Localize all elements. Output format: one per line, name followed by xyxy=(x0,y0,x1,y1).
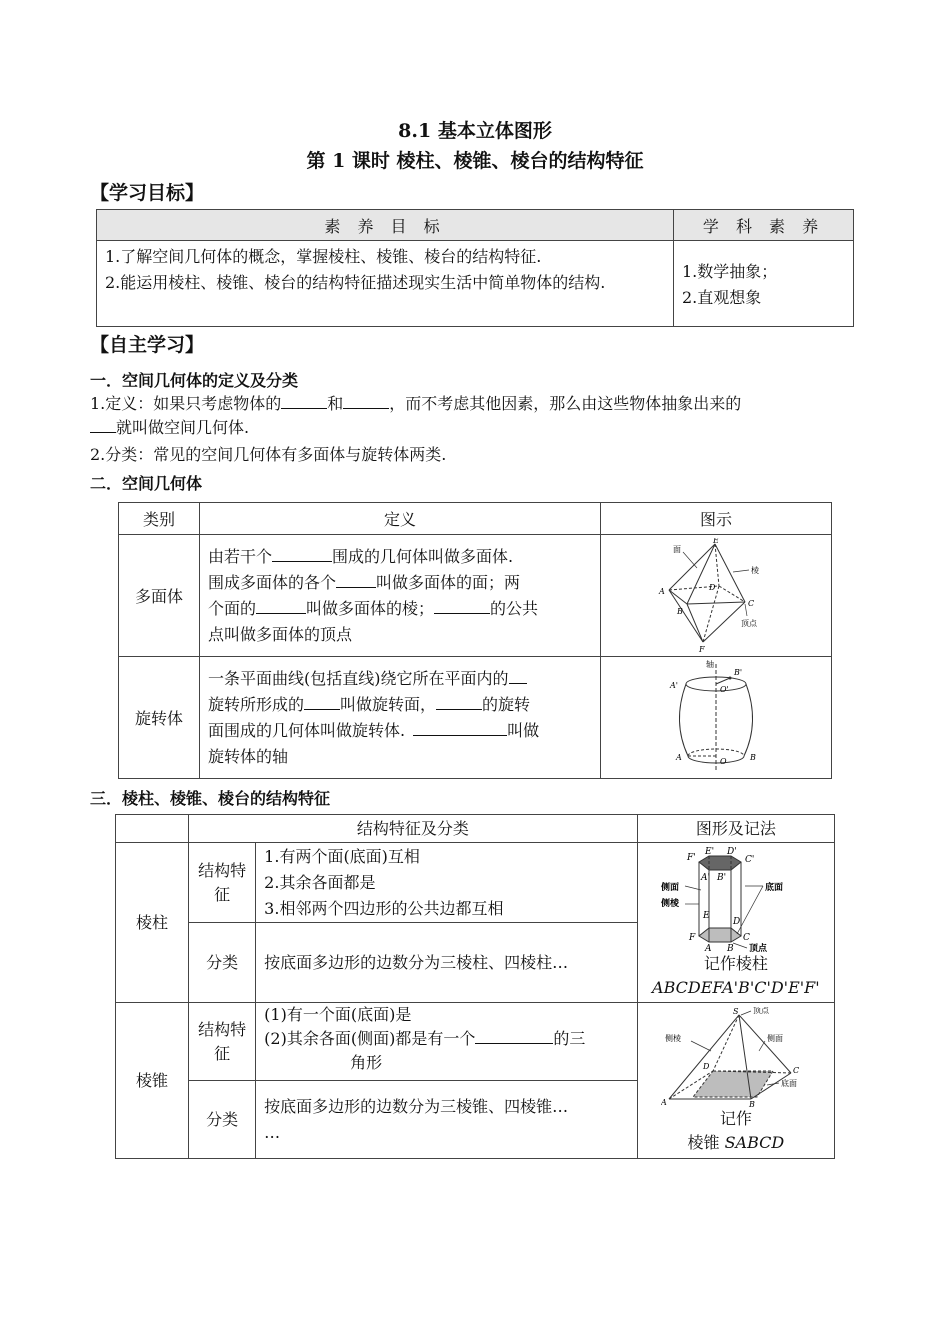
page-title: 8.1 基本立体图形 xyxy=(398,120,552,142)
blank[interactable] xyxy=(272,545,332,562)
header-definition: 定义 xyxy=(200,503,601,535)
octahedron-figure xyxy=(651,538,781,654)
self-study-heading: 【自主学习】 xyxy=(90,334,205,356)
label-base: 底面 xyxy=(764,882,783,893)
label-vertex: 顶点 xyxy=(752,1006,769,1015)
barrel-figure xyxy=(666,660,766,776)
polyhedron-definition: 由若干个 围成的几何体叫做多面体. 围成多面体的各个 叫做多面体的面；两 个面的 叫做多面体的棱； 的公共 点叫做多面体的顶点 xyxy=(200,535,601,657)
goals-col1-header: 素 养 目 标 xyxy=(97,210,674,241)
hexagonal-prism-figure xyxy=(661,846,811,952)
label-A: A xyxy=(659,586,665,596)
label-Fp: F' xyxy=(686,852,696,863)
label-Ap: A' xyxy=(670,680,678,690)
prism-label: 棱柱 xyxy=(116,843,189,1003)
label-C: C xyxy=(792,1065,799,1075)
header-blank xyxy=(116,815,189,843)
label-Ap: A' xyxy=(700,872,710,883)
pyramid-feature-label: 结构特征 xyxy=(189,1003,256,1081)
label-vertex: 顶点 xyxy=(748,943,767,952)
prism-class-label: 分类 xyxy=(189,923,256,1003)
label-axis: 轴 xyxy=(706,659,714,669)
label-D: D xyxy=(702,1061,710,1071)
label-S: S xyxy=(732,1006,739,1016)
geometry-table xyxy=(118,502,832,779)
polyhedron-figure-cell xyxy=(601,535,832,657)
label-B: B xyxy=(750,752,756,762)
label-Dp: D' xyxy=(726,846,737,857)
goals-literacy xyxy=(674,241,854,327)
solid-of-revolution-definition: 一条平面曲线(包括直线)绕它所在平面内的 旋转所形成的 叫做旋转面， 的旋转 面围成的几何体叫做旋转体. 叫做 旋转体的轴 xyxy=(200,657,601,779)
label-E: E xyxy=(713,537,719,545)
polyhedron-label: 多面体 xyxy=(119,535,200,657)
point-Bp xyxy=(729,676,732,679)
label-A: A xyxy=(704,943,712,952)
label-edge: 棱 xyxy=(751,565,759,575)
label-side-edge: 侧棱 xyxy=(660,898,679,909)
goal-item: 1.了解空间几何体的概念，掌握棱柱、棱锥、棱台的结构特征. xyxy=(105,247,542,266)
pyramid-figure xyxy=(661,1007,811,1107)
label-F: F xyxy=(688,932,696,943)
pyramid-label: 棱锥 xyxy=(116,1003,189,1159)
prism-caption: 记作棱柱 xyxy=(703,953,768,973)
label-Cp: C' xyxy=(744,854,755,865)
goal-item: 2.能运用棱柱、棱锥、棱台的结构特征描述现实生活中简单物体的结构. xyxy=(105,273,606,292)
pyramid-classification: 按底面多边形的边数分为三棱锥、四棱锥… … xyxy=(256,1081,638,1159)
classification-line: 2.分类：常见的空间几何体有多面体与旋转体两类. xyxy=(90,445,447,464)
label-face: 面 xyxy=(673,544,681,554)
revolution-figure-cell xyxy=(601,657,832,779)
prism-figure-cell xyxy=(637,843,834,1003)
label-C: C xyxy=(748,598,755,608)
label-side-edge: 侧棱 xyxy=(664,1033,681,1043)
label-B: B xyxy=(726,943,734,952)
blank[interactable] xyxy=(509,667,527,684)
prism-base xyxy=(699,928,741,942)
label-A: A xyxy=(676,752,682,762)
section1-heading: 一．空间几何体的定义及分类 xyxy=(90,371,299,390)
goals-col2-header: 学 科 素 养 xyxy=(674,210,854,241)
blank[interactable] xyxy=(343,392,389,409)
prism-feature-label: 结构特征 xyxy=(189,843,256,923)
literacy-item: 2.直观想象 xyxy=(682,288,762,307)
section2-heading: 二．空间几何体 xyxy=(90,474,203,493)
label-Bp: B' xyxy=(716,872,726,883)
blank[interactable] xyxy=(281,392,327,409)
blank[interactable] xyxy=(336,571,376,588)
pyramid-notation: 棱锥 SABCD xyxy=(687,1132,785,1152)
section3-heading: 三．棱柱、棱锥、棱台的结构特征 xyxy=(90,789,331,808)
label-Ep: E' xyxy=(704,846,714,857)
label-B: B xyxy=(748,1099,755,1107)
definition-paragraph: 1.定义：如果只考虑物体的 和 ，而不考虑其他因素，那么由这些物体抽象出来的 就叫做空间几何体. xyxy=(90,394,742,437)
prism-notation: ABCDEFA'B'C'D'E'F' xyxy=(652,977,820,997)
pyramid-figure-cell xyxy=(637,1003,834,1159)
blank[interactable] xyxy=(434,597,490,614)
header-figure-notation: 图形及记法 xyxy=(637,815,834,843)
label-C: C xyxy=(742,932,750,943)
header-figure: 图示 xyxy=(601,503,832,535)
label-vertex: 顶点 xyxy=(741,618,757,628)
label-B: B xyxy=(677,606,683,616)
header-category: 类别 xyxy=(119,503,200,535)
label-A: A xyxy=(660,1097,667,1107)
structure-table xyxy=(115,814,835,1159)
goals-table xyxy=(96,209,854,327)
goals-heading: 【学习目标】 xyxy=(90,182,205,204)
pyramid-base xyxy=(693,1071,773,1097)
blank[interactable] xyxy=(90,416,116,433)
blank[interactable] xyxy=(475,1027,553,1044)
blank[interactable] xyxy=(436,693,482,710)
blank[interactable] xyxy=(256,597,306,614)
literacy-item: 1.数学抽象； xyxy=(682,262,778,281)
header-structure: 结构特征及分类 xyxy=(189,815,638,843)
blank[interactable] xyxy=(304,693,340,710)
label-Bp: B' xyxy=(734,667,743,677)
solid-of-revolution-label: 旋转体 xyxy=(119,657,200,779)
goals-items xyxy=(97,241,674,327)
label-O: O xyxy=(720,756,727,766)
label-side-face: 侧面 xyxy=(766,1033,783,1043)
label-D: D xyxy=(709,582,716,592)
pyramid-class-label: 分类 xyxy=(189,1081,256,1159)
pyramid-caption: 记作 xyxy=(719,1108,752,1128)
label-D: D xyxy=(732,916,741,927)
pyramid-features: (1)有一个面(底面)是 (2)其余各面(侧面)都是有一个 的三 角形 xyxy=(256,1003,638,1081)
label-side-face: 侧面 xyxy=(660,882,679,893)
blank[interactable] xyxy=(413,719,507,736)
page-subtitle: 第 1 课时 棱柱、棱锥、棱台的结构特征 xyxy=(306,150,644,172)
label-base: 底面 xyxy=(780,1078,797,1088)
label-E: E xyxy=(702,910,710,921)
prism-features: 1.有两个面(底面)互相 2.其余各面都是 3.相邻两个四边形的公共边都互相 xyxy=(256,843,638,923)
label-F: F xyxy=(699,644,705,654)
label-Op: O' xyxy=(720,684,729,694)
prism-top xyxy=(699,856,741,870)
prism-classification: 按底面多边形的边数分为三棱柱、四棱柱… xyxy=(256,923,638,1003)
